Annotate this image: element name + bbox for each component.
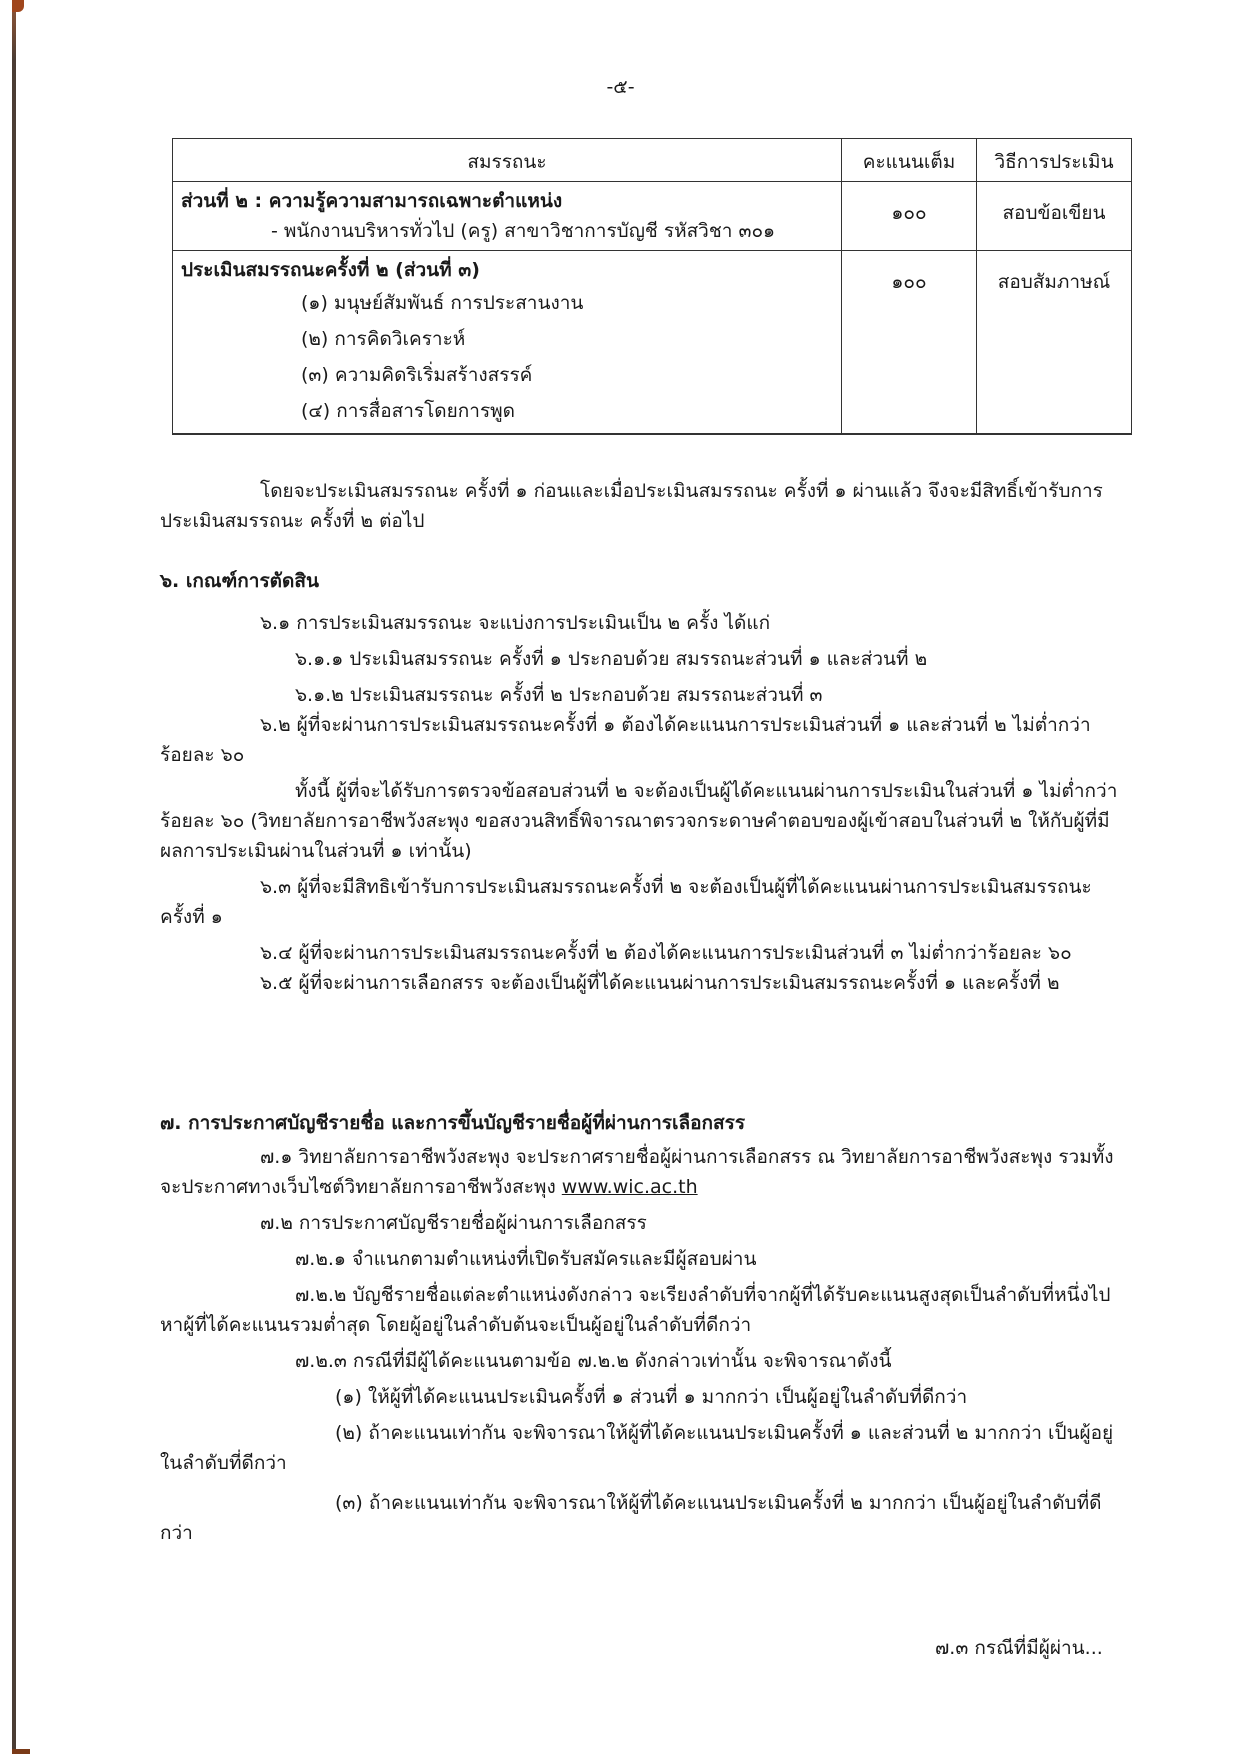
table-header-row <box>173 139 1132 182</box>
row-title: ประเมินสมรรถนะครั้งที่ ๒ (ส่วนที่ ๓) <box>181 259 480 281</box>
clause-7-2-1: ๗.๒.๑ จำแนกตามตำแหน่งที่เปิดรับสมัครและมีผู้สอบผ่าน <box>295 1248 757 1270</box>
clause-7-2-3-item: (๓) ถ้าคะแนนเท่ากัน จะพิจารณาให้ผู้ที่ได้คะแนนประเมินครั้งที่ ๒ มากกว่า เป็นผู้อยู่ในลำดับที่ดีกว่า <box>160 1492 1102 1544</box>
list-item: (๔) การสื่อสารโดยการพูด <box>301 400 516 422</box>
intro-paragraph: โดยจะประเมินสมรรถนะ ครั้งที่ ๑ ก่อนและเมื่อประเมินสมรรถนะ ครั้งที่ ๑ ผ่านแล้ว จึงจะมีสิทธิ์เข้ารับการประเมินสมรรถนะ ครั้งที่ ๒ ต่อไป <box>160 480 1103 532</box>
competency-cell <box>173 182 842 251</box>
clause-7-2-2: ๗.๒.๒ บัญชีรายชื่อแต่ละตำแหน่งดังกล่าว จะเรียงลำดับที่จากผู้ที่ได้รับคะแนนสูงสุดเป็นลำดับที่หนึ่งไปหาผู้ที่ได้คะแนนรวมต่ำสุด โดยผู้อยู่ในลำดับต้นจะเป็นผู้อยู่ในลำดับที่ดีกว่า <box>160 1284 1111 1336</box>
row-subtitle: - พนักงานบริหารทั่วไป (ครู) สาขาวิชาการบัญชี รหัสวิชา ๓๐๑ <box>271 220 776 242</box>
competency-table <box>172 138 1132 435</box>
header-full-score: คะแนนเต็ม <box>842 139 977 182</box>
section-7 <box>160 1108 1120 1548</box>
clause-6-3: ๖.๓ ผู้ที่จะมีสิทธิเข้ารับการประเมินสมรรถนะครั้งที่ ๒ จะต้องเป็นผู้ที่ได้คะแนนผ่านการประเมินสมรรถนะครั้งที่ ๑ <box>160 876 1092 928</box>
table-row <box>173 182 1132 251</box>
scan-corner-bottom <box>12 1749 30 1754</box>
clause-7-2-3-item: (๑) ให้ผู้ที่ได้คะแนนประเมินครั้งที่ ๑ ส่วนที่ ๑ มากกว่า เป็นผู้อยู่ในลำดับที่ดีกว่า <box>335 1386 968 1408</box>
header-assessment-method: วิธีการประเมิน <box>977 139 1132 182</box>
score-cell: ๑๐๐ <box>842 251 977 435</box>
clause-7-2-3: ๗.๒.๓ กรณีที่มีผู้ได้คะแนนตามข้อ ๗.๒.๒ ดังกล่าวเท่านั้น จะพิจารณาดังนี้ <box>295 1350 892 1372</box>
clause-7-1 <box>160 1142 1120 1202</box>
page-number: -๕- <box>606 76 635 98</box>
clause-6-1-1: ๖.๑.๑ ประเมินสมรรถนะ ครั้งที่ ๑ ประกอบด้วย สมรรถนะส่วนที่ ๑ และส่วนที่ ๒ <box>295 648 928 670</box>
scan-edge-strip <box>12 0 16 1754</box>
clause-7-1-text: ๗.๑ วิทยาลัยการอาชีพวังสะพุง จะประกาศรายชื่อผู้ผ่านการเลือกสรร ณ วิทยาลัยการอาชีพวังสะพุง รวมทั้งจะประกาศทางเว็บไซต์วิทยาลัยการอาชีพวังสะพุง <box>160 1146 1114 1198</box>
method-cell: สอบสัมภาษณ์ <box>977 251 1132 435</box>
list-item: (๓) ความคิดริเริ่มสร้างสรรค์ <box>301 364 533 386</box>
section-6-heading: ๖. เกณฑ์การตัดสิน <box>160 570 319 592</box>
clause-6-2: ๖.๒ ผู้ที่จะผ่านการประเมินสมรรถนะครั้งที่ ๑ ต้องได้คะแนนการประเมินส่วนที่ ๑ และส่วนที่ ๒ ไม่ต่ำกว่าร้อยละ ๖๐ <box>160 714 1091 766</box>
clause-6-1-2: ๖.๑.๒ ประเมินสมรรถนะ ครั้งที่ ๒ ประกอบด้วย สมรรถนะส่วนที่ ๓ <box>295 684 823 706</box>
clause-6-5: ๖.๕ ผู้ที่จะผ่านการเลือกสรร จะต้องเป็นผู้ที่ได้คะแนนผ่านการประเมินสมรรถนะครั้งที่ ๑ และครั้งที่ ๒ <box>260 972 1060 994</box>
clause-6-4: ๖.๔ ผู้ที่จะผ่านการประเมินสมรรถนะครั้งที่ ๒ ต้องได้คะแนนการประเมินส่วนที่ ๓ ไม่ต่ำกว่าร้อยละ ๖๐ <box>260 942 1072 964</box>
table-row <box>173 251 1132 435</box>
method-cell: สอบข้อเขียน <box>977 182 1132 251</box>
intro-paragraph-block <box>160 476 1120 536</box>
clause-7-2-3-item: (๒) ถ้าคะแนนเท่ากัน จะพิจารณาให้ผู้ที่ได้คะแนนประเมินครั้งที่ ๑ และส่วนที่ ๒ มากกว่า เป็นผู้อยู่ในลำดับที่ดีกว่า <box>160 1422 1114 1474</box>
section-6 <box>160 566 1120 998</box>
competency-cell <box>173 251 842 435</box>
clause-6-1: ๖.๑ การประเมินสมรรถนะ จะแบ่งการประเมินเป็น ๒ ครั้ง ได้แก่ <box>260 612 771 634</box>
header-competency: สมรรถนะ <box>173 139 842 182</box>
scan-corner-top <box>12 0 24 12</box>
score-cell: ๑๐๐ <box>842 182 977 251</box>
clause-6-2-note: ทั้งนี้ ผู้ที่จะได้รับการตรวจข้อสอบส่วนที่ ๒ จะต้องเป็นผู้ได้คะแนนผ่านการประเมินในส่วนที่ ๑ ไม่ต่ำกว่าร้อยละ ๖๐ (วิทยาลัยการอาชีพวังสะพุง ขอสงวนสิทธิ์พิจารณาตรวจกระดาษคำตอบของผู้เข้าสอบในส่วนที่ ๒ ให้กับผู้ที่มีผลการประเมินผ่านในส่วนที่ ๑ เท่านั้น) <box>160 780 1118 862</box>
list-item: (๒) การคิดวิเคราะห์ <box>301 328 466 350</box>
continuation-note: ๗.๓ กรณีที่มีผู้ผ่าน... <box>935 1637 1103 1659</box>
section-7-heading: ๗. การประกาศบัญชีรายชื่อ และการขึ้นบัญชีรายชื่อผู้ที่ผ่านการเลือกสรร <box>160 1112 746 1134</box>
website-link[interactable]: www.wic.ac.th <box>561 1176 698 1198</box>
clause-7-2: ๗.๒ การประกาศบัญชีรายชื่อผู้ผ่านการเลือกสรร <box>260 1212 647 1234</box>
list-item: (๑) มนุษย์สัมพันธ์ การประสานงาน <box>301 292 584 314</box>
row-title: ส่วนที่ ๒ : ความรู้ความสามารถเฉพาะตำแหน่ง <box>181 190 563 212</box>
